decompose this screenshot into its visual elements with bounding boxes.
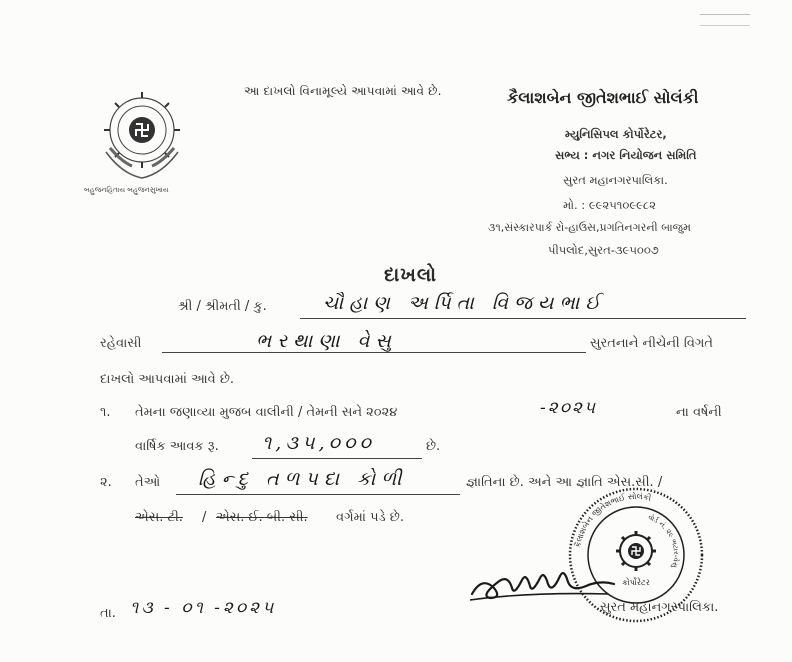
free-of-charge-note: આ દાખલો વિનામૂલ્યે આપવામાં આવે છે.: [244, 84, 442, 98]
income-underline: [252, 458, 422, 459]
issuer-mobile: મો. : ૯૯૨૫૧૦૯૯૮૨: [563, 198, 657, 212]
struck-st-category: એસ. ટી.: [135, 510, 183, 525]
caste-value: હિન્દુ તળપદા કોળી: [198, 468, 408, 490]
date-value: ૧૩ - ૦૧ -૨૦૨૫: [130, 598, 277, 618]
logo-motto: બહુજનહિતાય બહુજનસુખાય: [84, 186, 169, 194]
scan-edge-line: [700, 25, 750, 26]
residence-underline: [162, 352, 586, 353]
resident-label: રહેવાસી: [100, 336, 142, 351]
stamp-gear-icon: [616, 531, 656, 571]
income-label: વાર્ષિક આવક રૂ.: [135, 439, 219, 454]
item2-text: જ્ઞાતિના છે. અને આ જ્ઞાતિ એસ.સી. /: [466, 475, 663, 490]
issuer-address-2: પીપલોદ,સુરત-૩૯૫૦૦૭: [548, 243, 659, 257]
name-underline: [300, 318, 746, 319]
surat-municipal-emblem-icon: [92, 82, 192, 197]
category-suffix: વર્ગમાં પડે છે.: [336, 510, 404, 525]
stamp-inner-text: વોર્ડ નં. ૨૯ ભટાર-વેસુ: [647, 513, 681, 569]
scan-edge-line: [700, 14, 750, 15]
item1-number: ૧.: [100, 405, 111, 420]
income-suffix: છે.: [426, 439, 441, 454]
stamp-bottom-text: કોર્પોરેટર: [622, 578, 650, 587]
item1-year-end: -૨૦૨૫: [540, 398, 598, 418]
stamp-ring-text: કૈલાશબેન જીતેશભાઈ સોલંકી: [573, 491, 652, 549]
certificate-title: દાખલો: [384, 264, 438, 286]
issuer-committee: સભ્ય : નગર નિયોજન સમિતિ: [555, 148, 697, 162]
issuer-designation: મ્યુનિસિપલ કોર્પોરેટર,: [565, 127, 667, 141]
signature-office: સુરત મહાનગરપાલિકા.: [600, 600, 719, 615]
city-suffix: સુરતનાને નીચેની વિગતે: [590, 336, 714, 351]
municipal-logo: [92, 82, 192, 197]
issuer-address-1: ૩૧,સંસ્કારપાર્ક રો-હાઉસ,પ્રગતિનગરની બાજુમ: [488, 221, 691, 234]
signature: [468, 558, 618, 608]
struck-sebc-category: એસ. ઈ. બી. સી.: [216, 510, 308, 525]
issued-line: દાખલો આપવામાં આવે છે.: [100, 372, 235, 387]
category-slash: /: [202, 510, 207, 525]
income-value: ૧,૩૫,૦૦૦: [262, 432, 375, 454]
item2-prefix: તેઓ: [135, 475, 161, 490]
salutation-label: શ્રી / શ્રીમતી / કુ.: [178, 299, 267, 314]
issuer-name: કૈલાશબેન જીતેશભાઈ સોલંકી: [507, 88, 699, 107]
person-name: ચૌહાણ અર્પિતા વિજયભાઈ: [323, 292, 607, 314]
item2-number: ૨.: [100, 475, 112, 490]
issuer-office: સુરત મહાનગરપાલિકા.: [563, 173, 668, 187]
item1-suffix: ના વર્ષની: [676, 405, 722, 420]
date-label: તા.: [100, 606, 116, 621]
caste-underline: [176, 494, 460, 495]
residence-value: ભરથાણા વેસુ: [256, 330, 397, 352]
item1-text: તેમના જણાવ્યા મુજબ વાલીની / તેમની સને ૨૦૨૪: [135, 405, 398, 420]
